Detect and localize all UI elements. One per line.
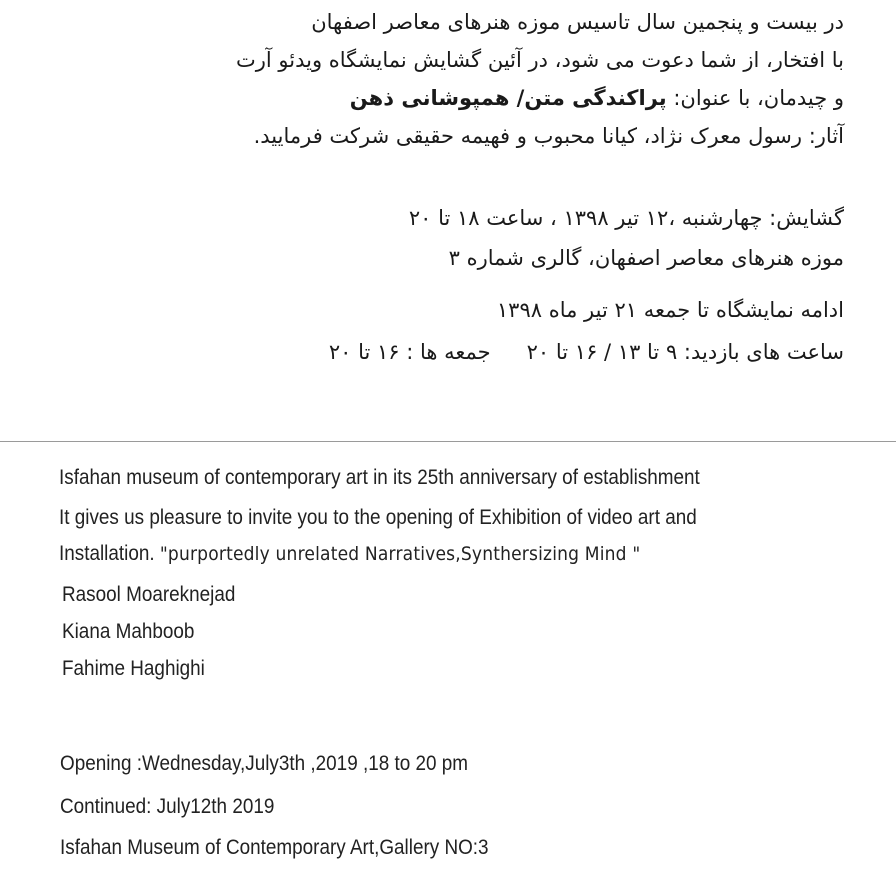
persian-venue: موزه هنرهای معاصر اصفهان، گالری شماره ۳ bbox=[448, 246, 844, 270]
english-continued: Continued: July12th 2019 bbox=[60, 795, 275, 818]
english-venue: Isfahan Museum of Contemporary Art,Gallery NO:3 bbox=[60, 836, 489, 859]
english-opening-date: Opening :Wednesday,July3th ,2019 ,18 to 20 pm bbox=[60, 752, 469, 775]
english-artist-3: Fahime Haghighi bbox=[62, 657, 205, 680]
english-artist-1: Rasool Moareknejad bbox=[62, 583, 236, 606]
persian-intro-line-2: با افتخار، از شما دعوت می شود، در آئین گشایش نمایشگاه ویدئو آرت bbox=[235, 48, 844, 72]
persian-continued: ادامه نمایشگاه تا جمعه ۲۱ تیر ماه ۱۳۹۸ bbox=[496, 298, 844, 322]
english-intro-line-1: Isfahan museum of contemporary art in its 25th anniversary of establishment bbox=[59, 466, 700, 489]
persian-intro-line-1: در بیست و پنجمین سال تاسیس موزه هنرهای معاصر اصفهان bbox=[311, 10, 844, 34]
section-divider bbox=[0, 441, 896, 442]
persian-title-prefix: و چیدمان، با عنوان: bbox=[666, 86, 844, 110]
persian-artists-line: آثار: رسول معرک نژاد، کیانا محبوب و فهیمه حقیقی شرکت فرمایید. bbox=[253, 124, 844, 148]
persian-hours-weekdays: ساعت های بازدید: ۹ تا ۱۳ / ۱۶ تا ۲۰ bbox=[526, 340, 844, 364]
english-exhibition-title: "purportedly unrelated Narratives,Synthersizing Mind " bbox=[159, 543, 641, 565]
english-title-prefix: Installation. bbox=[59, 542, 160, 565]
persian-intro-line-3 bbox=[350, 86, 844, 110]
persian-visiting-hours bbox=[329, 340, 844, 364]
english-intro-line-2: It gives us pleasure to invite you to the opening of Exhibition of video art and bbox=[59, 506, 697, 529]
persian-opening-date: گشایش: چهارشنبه ،۱۲ تیر ۱۳۹۸ ، ساعت ۱۸ تا ۲۰ bbox=[408, 206, 844, 230]
english-intro-line-3 bbox=[59, 542, 640, 566]
persian-hours-friday: جمعه ها : ۱۶ تا ۲۰ bbox=[328, 340, 491, 364]
english-artist-2: Kiana Mahboob bbox=[62, 620, 195, 643]
persian-exhibition-title: پراکندگی متن/ همپوشانی ذهن bbox=[349, 86, 667, 110]
